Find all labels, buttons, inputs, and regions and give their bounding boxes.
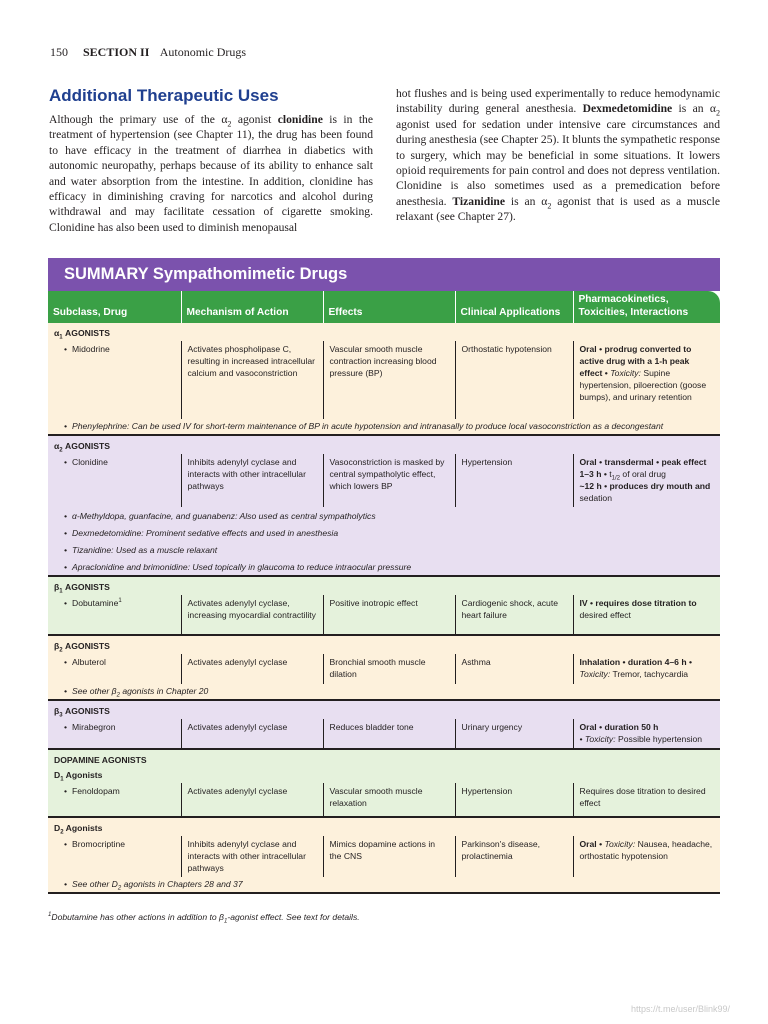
note: agonists in Chapters 28 and 37: [121, 879, 243, 889]
text: Oral • prodrug converted to active drug with a 1-h peak effect •: [579, 344, 692, 378]
group-row: [48, 768, 720, 783]
table-row: [48, 454, 720, 507]
text: -agonist effect. See text for details.: [227, 912, 360, 922]
drug-name: clonidine: [277, 113, 323, 126]
text: Supine hypertension, piloerection (goose bumps), and urinary retention: [579, 368, 707, 402]
greek: β: [54, 641, 60, 651]
group-label: AGONISTS: [65, 582, 110, 592]
greek: β: [54, 582, 60, 592]
group-label: AGONISTS: [65, 641, 110, 651]
drug-name: • Dobutamine: [64, 598, 118, 608]
text: Although the primary use of the: [49, 113, 222, 126]
paragraph: [396, 86, 720, 225]
cell: Parkinson's disease, prolactinemia: [455, 836, 573, 877]
text: sedation: [579, 493, 612, 503]
drug-name: Dexmedetomidine: [582, 102, 673, 116]
note-row: [48, 541, 720, 558]
text: Possible hypertension: [615, 734, 703, 744]
cell: Activates phospholipase C, resulting in increased intracellular calcium and vasoconstriction: [181, 341, 323, 419]
cell: [573, 654, 720, 684]
group-label: AGONISTS: [65, 441, 110, 451]
cell: Orthostatic hypotension: [455, 341, 573, 419]
text: Oral •: [579, 839, 603, 849]
greek: β: [219, 912, 224, 922]
table-row: [48, 654, 720, 684]
text: Dobutamine has other actions in addition to: [51, 912, 220, 922]
col-header: Subclass, Drug: [48, 291, 181, 323]
text: agonist used for sedation under intensive care circumstances and during anesthesia (see Chapter 25). It blunts the sympathetic response to surgery, which may be beneficial in some situations. It lowers opioid requirements for pain control and does not depress ventilation. Clonidine is also sometimes used as a premedication before anesthesia.: [396, 117, 720, 208]
cell: Hypertension: [455, 783, 573, 817]
drug-name: • Clonidine: [64, 457, 108, 467]
table-header: [48, 291, 720, 323]
note: • Tizanidine: Used as a muscle relaxant: [64, 545, 217, 555]
subscript: 2: [60, 829, 64, 836]
cell: [573, 341, 720, 419]
cell: Requires dose titration to desired effect: [579, 786, 706, 808]
note-row: [48, 558, 720, 576]
footnote-mark: 1: [118, 598, 122, 605]
left-column: [49, 86, 373, 235]
subscript: 1: [59, 334, 63, 341]
drug-name: • Bromocriptine: [64, 839, 125, 849]
note: • Apraclonidine and brimonidine: Used topically in glaucoma to reduce intraocular pressure: [64, 562, 411, 572]
text: D: [54, 770, 61, 780]
note-row: [48, 419, 720, 435]
table-row: [48, 719, 720, 749]
alpha-symbol: α: [541, 194, 548, 208]
group-row: [48, 700, 720, 719]
greek: β: [111, 686, 117, 696]
subscript: 2: [59, 447, 63, 454]
note-row: [48, 877, 720, 893]
text: IV • requires dose titration to: [579, 598, 697, 608]
text: Toxicity:: [602, 839, 636, 849]
subscript: 2: [227, 119, 232, 129]
note: • Dexmedetomidine: Prominent sedative effects and used in anesthesia: [64, 528, 338, 538]
subscript: 2: [59, 647, 63, 654]
group-row: [48, 576, 720, 595]
note: • See other: [64, 686, 112, 696]
cell: Activates adenylyl cyclase: [181, 654, 323, 684]
note-row: [48, 684, 720, 700]
cell: Positive inotropic effect: [323, 595, 455, 635]
table-row: [48, 836, 720, 877]
subscript: 2: [116, 692, 120, 699]
paragraph: [49, 112, 373, 235]
note-row: [48, 524, 720, 541]
table-footnote: [48, 912, 360, 925]
group-row: [48, 323, 720, 341]
col-header: Pharmacokinetics, Toxicities, Interactions: [573, 291, 720, 323]
drug-name: • Fenoldopam: [64, 786, 120, 796]
text: Agonists: [63, 823, 103, 833]
summary-table: [48, 291, 720, 894]
running-head: [50, 45, 246, 60]
text: Tremor, tachycardia: [610, 669, 689, 679]
cell: Vascular smooth muscle contraction increasing blood pressure (BP): [323, 341, 455, 419]
subscript: 3: [59, 712, 63, 719]
text: t: [606, 469, 612, 479]
cell: [573, 719, 720, 749]
cell: [573, 454, 720, 507]
cell: Activates adenylyl cyclase: [181, 719, 323, 749]
text: agonist: [231, 113, 278, 126]
greek: α: [54, 441, 60, 451]
subscript: 1: [60, 776, 64, 783]
group-label: AGONISTS: [65, 706, 110, 716]
group-row: [48, 635, 720, 654]
right-column: [396, 86, 720, 225]
text: • Toxicity:: [579, 734, 616, 744]
note-row: [48, 507, 720, 524]
text: Toxicity:: [579, 669, 611, 679]
cell: Reduces bladder tone: [323, 719, 455, 749]
summary-title: SUMMARY Sympathomimetic Drugs: [48, 258, 720, 291]
subscript: 1: [223, 918, 228, 925]
drug-name: • Midodrine: [64, 344, 110, 354]
cell: Bronchial smooth muscle dilation: [323, 654, 455, 684]
cell: Urinary urgency: [455, 719, 573, 749]
col-header: Clinical Applications: [455, 291, 573, 323]
page-number: 150: [50, 45, 68, 59]
text: agonist that is used as a muscle relaxant (see Chapter 27).: [396, 194, 720, 224]
drug-name: • Mirabegron: [64, 722, 115, 732]
cell: Inhibits adenylyl cyclase and interacts with other intracellular pathways: [181, 836, 323, 877]
table-row: [48, 783, 720, 817]
note: • Phenylephrine: Can be used IV for short-term maintenance of BP in acute hypotension and intranasally to produce local vasoconstriction as a decongestant: [64, 421, 663, 431]
section-heading: Additional Therapeutic Uses: [49, 86, 279, 105]
text: Oral • transdermal • peak effect 1–3 h •: [579, 457, 707, 479]
text: hot flushes and is being used experimentally to reduce hemodynamic instability during general anesthesia.: [396, 87, 720, 116]
table-row: [48, 595, 720, 635]
section-title: Autonomic Drugs: [159, 45, 247, 59]
text: D: [54, 823, 61, 833]
subscript: 1: [59, 588, 63, 595]
alpha-symbol: α: [221, 113, 228, 126]
group-row: [48, 817, 720, 836]
text: Inhalation • duration 4–6 h •: [579, 657, 692, 667]
note: agonists in Chapter 20: [119, 686, 209, 696]
cell: [573, 595, 720, 635]
text: of oral drug: [620, 469, 666, 479]
text: Oral • duration 50 h: [579, 722, 659, 732]
footnote-mark: 1: [48, 912, 52, 919]
subscript: 2: [715, 108, 720, 118]
text: is an: [672, 102, 710, 116]
group-label: AGONISTS: [65, 328, 110, 338]
greek: β: [54, 706, 60, 716]
cell: Activates adenylyl cyclase: [181, 783, 323, 817]
drug-name: Tizanidine: [452, 194, 506, 208]
watermark-url: https://t.me/user/Blink99/: [630, 1004, 730, 1014]
cell: Mimics dopamine actions in the CNS: [323, 836, 455, 877]
cell: Vascular smooth muscle relaxation: [323, 783, 455, 817]
text: desired effect: [579, 610, 631, 620]
text: ~12 h • produces dry mouth and: [579, 481, 711, 491]
cell: Inhibits adenylyl cyclase and interacts with other intracellular pathways: [181, 454, 323, 507]
text: is in the treatment of hypertension (see Chapter 11), the drug has been found to have efficacy in the treatment of diarrhea in diabetics with autonomic neuropathy, perhaps because of its ability to enhance salt and water absorption from the intestine. In addition, clonidine has efficacy in diminishing craving for narcotics and alcohol during withdrawal and may facilitate cessation of cigarette smoking. Clonidine has also been used to diminish menopausal: [49, 113, 373, 234]
section-label: SECTION II: [83, 45, 150, 59]
greek: α: [54, 328, 60, 338]
group-row: [48, 435, 720, 454]
text: Agonists: [63, 770, 103, 780]
cell: Activates adenylyl cyclase, increasing myocardial contractility: [181, 595, 323, 635]
cell: [573, 836, 720, 877]
col-header: Effects: [323, 291, 455, 323]
cell: Asthma: [455, 654, 573, 684]
cell: Vasoconstriction is masked by central sympatholytic effect, which lowers BP: [323, 454, 455, 507]
text: is an: [505, 194, 542, 208]
subscript: 1/2: [611, 475, 621, 482]
subscript: 2: [117, 885, 122, 892]
cell: Hypertension: [455, 454, 573, 507]
alpha-symbol: α: [709, 102, 716, 116]
text: Nausea, headache, orthostatic hypotension: [579, 839, 713, 861]
drug-name: • Albuterol: [64, 657, 106, 667]
subscript: 2: [547, 201, 552, 211]
col-header: Mechanism of Action: [181, 291, 323, 323]
group-row: DOPAMINE AGONISTS: [48, 749, 720, 768]
summary-table-box: [48, 258, 720, 894]
text: Toxicity:: [607, 368, 641, 378]
cell: Cardiogenic shock, acute heart failure: [455, 595, 573, 635]
note: • See other D: [64, 879, 118, 889]
note: • α-Methyldopa, guanfacine, and guanabenz: Also used as central sympatholytics: [64, 511, 376, 521]
table-row: [48, 341, 720, 419]
